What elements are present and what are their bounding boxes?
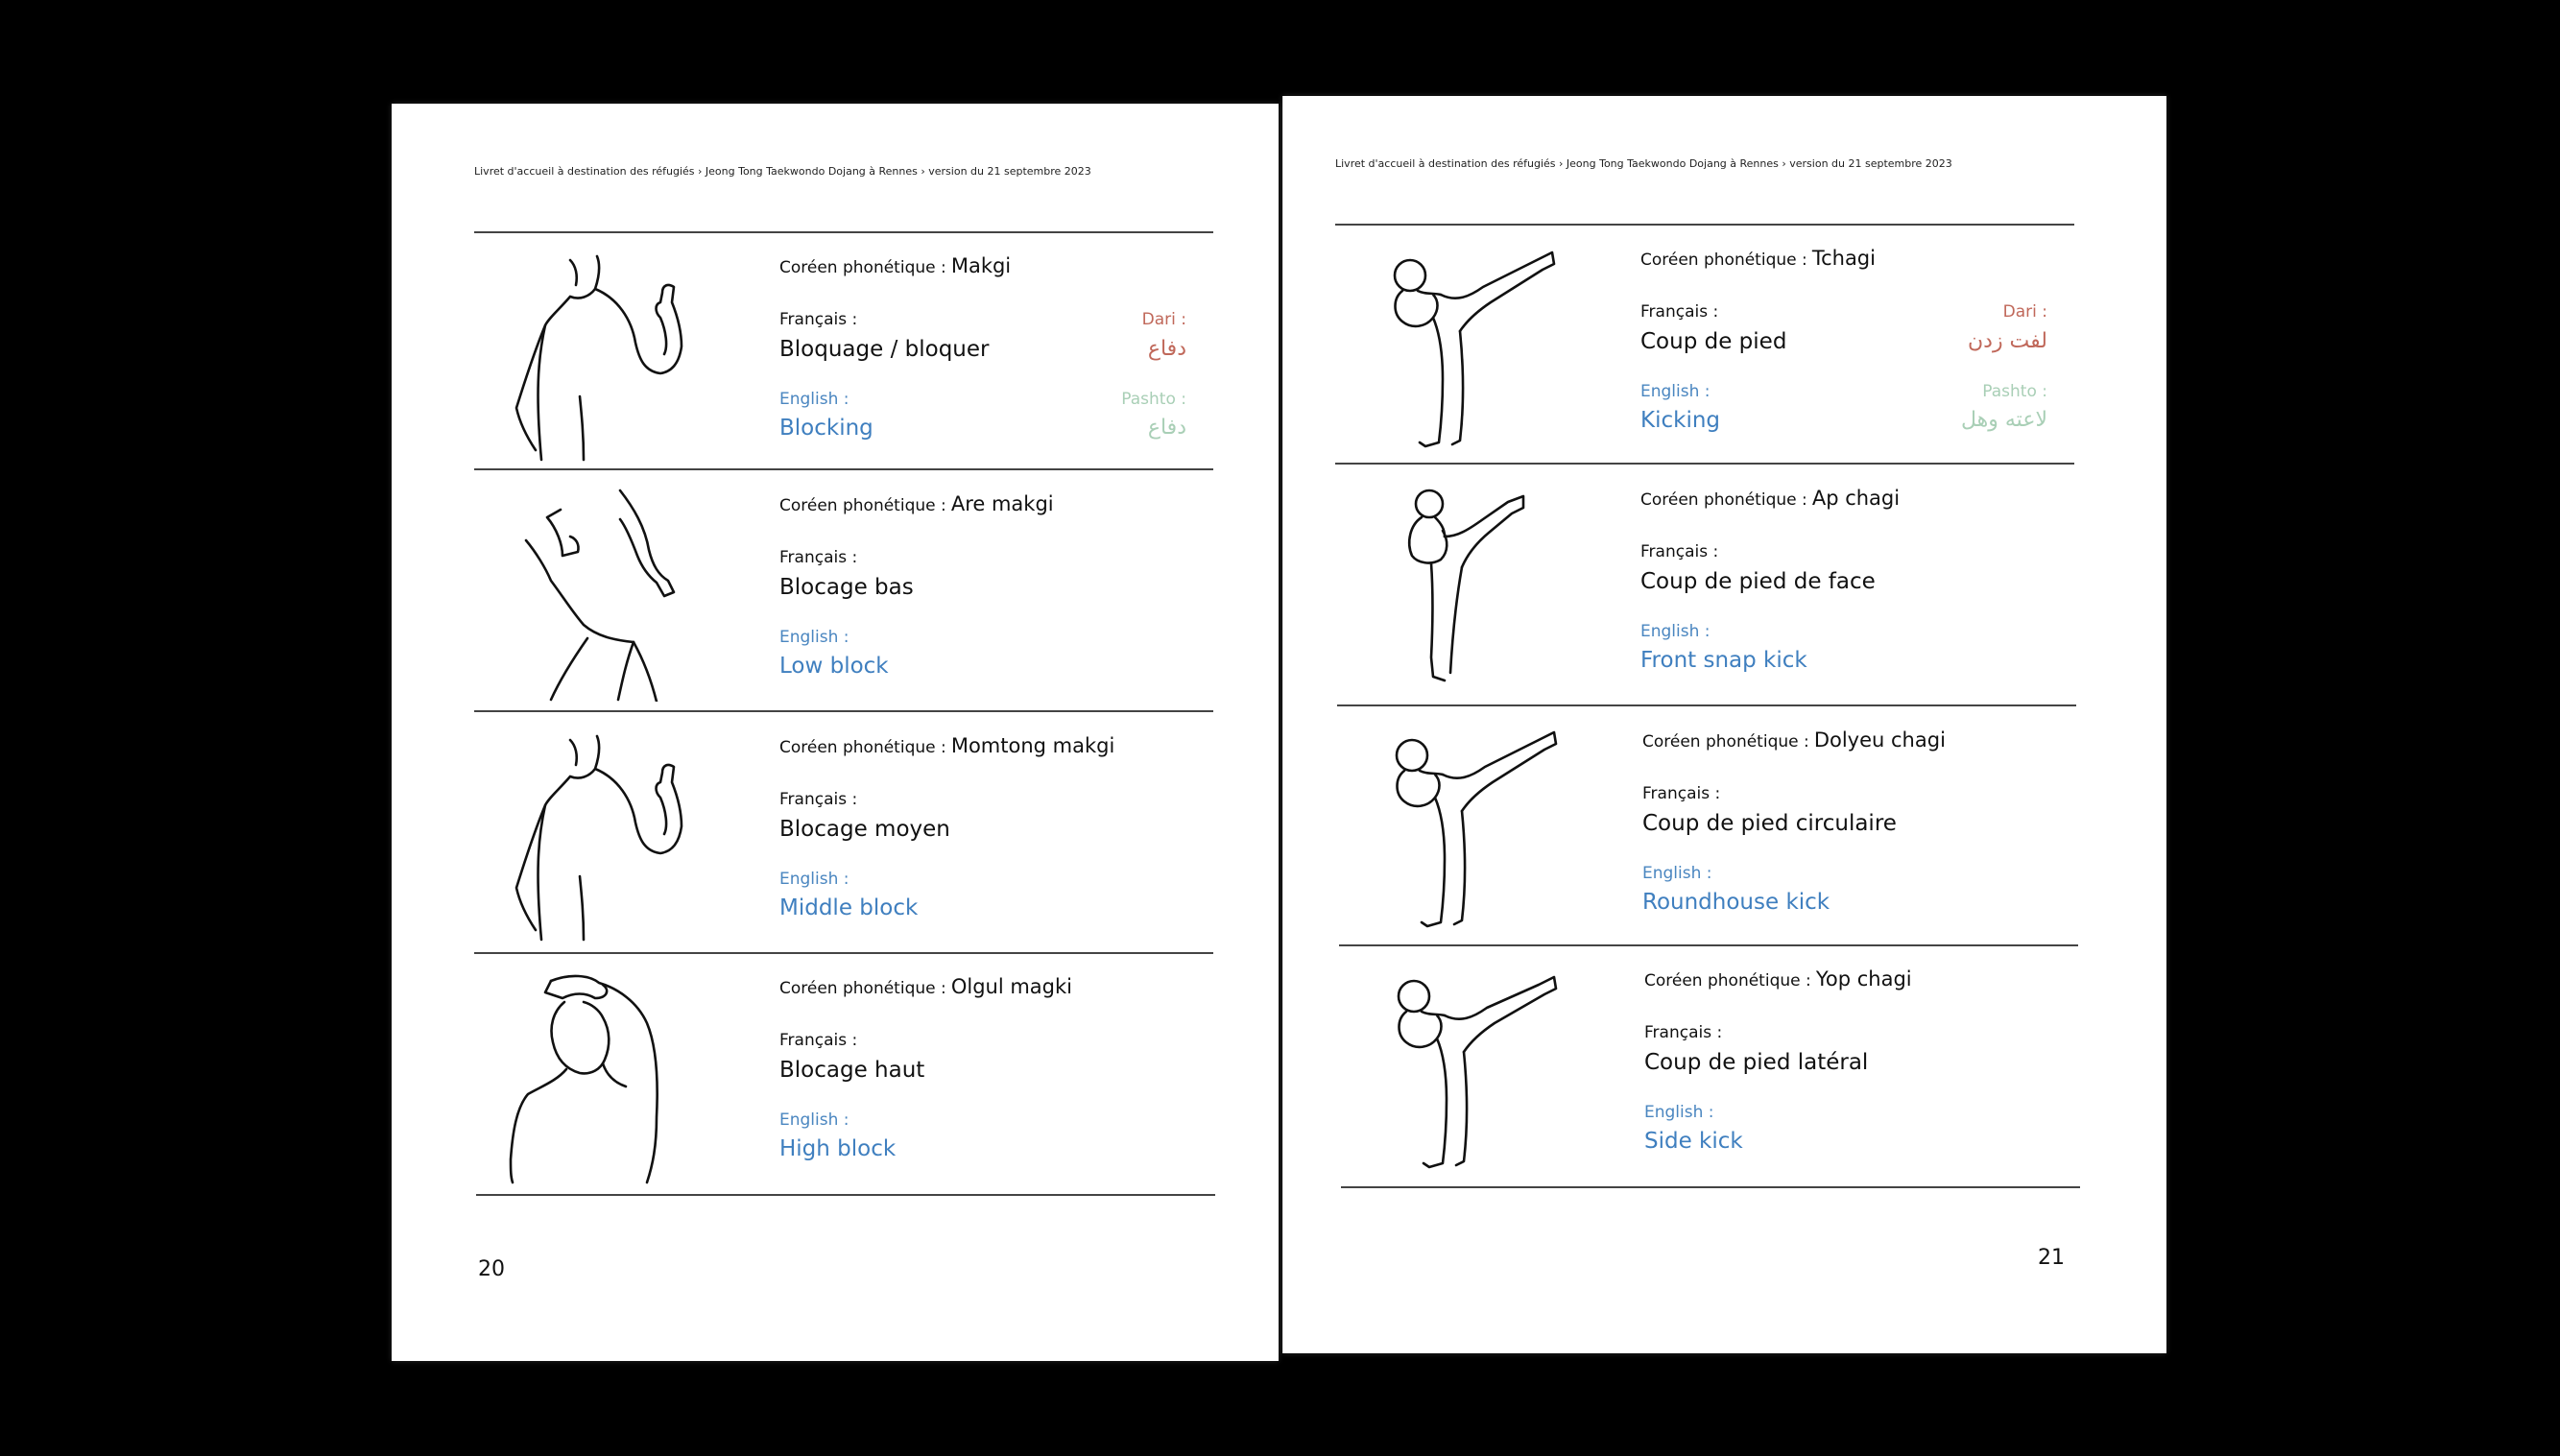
korean-label: Coréen phonétique : <box>1642 732 1809 752</box>
english-label: English : <box>1640 382 1711 401</box>
pashto-value: لاعته وهل <box>1961 408 2047 432</box>
page-header: Livret d'accueil à destination des réfugiés › Jeong Tong Taekwondo Dojang à Rennes › version du 21 septembre 2023 <box>1335 157 1952 170</box>
pashto-label: Pashto : <box>1121 390 1186 409</box>
english-value: High block <box>779 1136 897 1161</box>
dari-label: Dari : <box>2002 302 2047 322</box>
french-label: Français : <box>779 310 858 329</box>
french-value: Blocage moyen <box>779 817 950 842</box>
term-entry <box>1335 465 2074 707</box>
divider <box>474 710 1213 712</box>
french-label: Français : <box>1640 542 1719 561</box>
middle-block-figure-icon <box>503 723 714 943</box>
high-block-figure-icon <box>503 964 714 1184</box>
korean-term <box>779 734 1114 757</box>
korean-term <box>779 975 1072 998</box>
korean-label: Coréen phonétique : <box>1640 490 1807 510</box>
french-label: Français : <box>1642 784 1721 803</box>
dari-label: Dari : <box>1141 310 1186 329</box>
english-value: Kicking <box>1640 408 1721 433</box>
korean-value: Tchagi <box>1811 247 1876 270</box>
korean-value: Yop chagi <box>1815 967 1912 991</box>
divider <box>1341 1186 2080 1188</box>
low-block-figure-icon <box>503 481 714 702</box>
english-value: Blocking <box>779 416 873 441</box>
english-label: English : <box>1644 1103 1714 1122</box>
french-label: Français : <box>779 790 858 809</box>
term-entry <box>474 954 1213 1196</box>
french-label: Français : <box>1644 1023 1723 1042</box>
roundhouse-kick-figure-icon <box>1366 717 1577 938</box>
kick-figure-icon <box>1364 235 1575 456</box>
page-header: Livret d'accueil à destination des réfugiés › Jeong Tong Taekwondo Dojang à Rennes › version du 21 septembre 2023 <box>474 165 1091 178</box>
english-label: English : <box>779 628 849 647</box>
pashto-value: دفاع <box>1147 416 1186 440</box>
korean-value: Dolyeu chagi <box>1813 728 1946 752</box>
korean-value: Makgi <box>950 254 1012 277</box>
korean-label: Coréen phonétique : <box>1640 251 1807 270</box>
korean-term <box>1644 967 1912 991</box>
french-value: Coup de pied de face <box>1640 569 1876 594</box>
term-entry <box>1339 946 2078 1188</box>
english-value: Roundhouse kick <box>1642 890 1830 915</box>
korean-label: Coréen phonétique : <box>779 738 946 757</box>
korean-value: Are makgi <box>950 492 1054 515</box>
korean-term <box>1642 728 1946 752</box>
left-page <box>392 104 1279 1361</box>
term-entry <box>474 713 1213 955</box>
korean-term <box>779 254 1011 277</box>
french-value: Bloquage / bloquer <box>779 337 990 362</box>
page-number: 21 <box>2038 1246 2065 1270</box>
divider <box>476 1194 1215 1196</box>
english-value: Side kick <box>1644 1129 1743 1154</box>
korean-value: Momtong makgi <box>950 734 1115 757</box>
french-label: Français : <box>1640 302 1719 322</box>
french-label: Français : <box>779 1031 858 1050</box>
korean-term <box>1640 487 1900 510</box>
dari-value: دفاع <box>1147 337 1186 361</box>
korean-term <box>1640 247 1876 270</box>
page-number: 20 <box>478 1257 505 1281</box>
korean-label: Coréen phonétique : <box>1644 971 1811 991</box>
english-label: English : <box>779 390 849 409</box>
korean-term <box>779 492 1054 515</box>
right-page <box>1282 96 2166 1353</box>
english-label: English : <box>779 870 849 889</box>
french-value: Coup de pied latéral <box>1644 1050 1869 1075</box>
front-kick-figure-icon <box>1364 475 1575 696</box>
side-kick-figure-icon <box>1368 956 1579 1177</box>
term-entry <box>474 233 1213 475</box>
divider <box>474 468 1213 470</box>
french-value: Blocage haut <box>779 1058 925 1083</box>
term-entry <box>1335 226 2074 467</box>
french-label: Français : <box>779 548 858 567</box>
english-value: Middle block <box>779 895 919 920</box>
korean-value: Ap chagi <box>1811 487 1901 510</box>
english-value: Front snap kick <box>1640 648 1807 673</box>
korean-value: Olgul magki <box>950 975 1072 998</box>
english-label: English : <box>1642 864 1712 883</box>
english-value: Low block <box>779 654 889 679</box>
french-value: Coup de pied circulaire <box>1642 811 1897 836</box>
korean-label: Coréen phonétique : <box>779 258 946 277</box>
term-entry <box>1337 707 2076 949</box>
block-figure-icon <box>503 243 714 464</box>
divider <box>1335 463 2074 465</box>
term-entry <box>474 471 1213 713</box>
korean-label: Coréen phonétique : <box>779 979 946 998</box>
korean-label: Coréen phonétique : <box>779 496 946 515</box>
divider <box>1337 704 2076 706</box>
pashto-label: Pashto : <box>1982 382 2047 401</box>
english-label: English : <box>779 1110 849 1130</box>
french-value: Coup de pied <box>1640 329 1787 354</box>
french-value: Blocage bas <box>779 575 914 600</box>
english-label: English : <box>1640 622 1711 641</box>
dari-value: لفت زدن <box>1967 329 2047 353</box>
